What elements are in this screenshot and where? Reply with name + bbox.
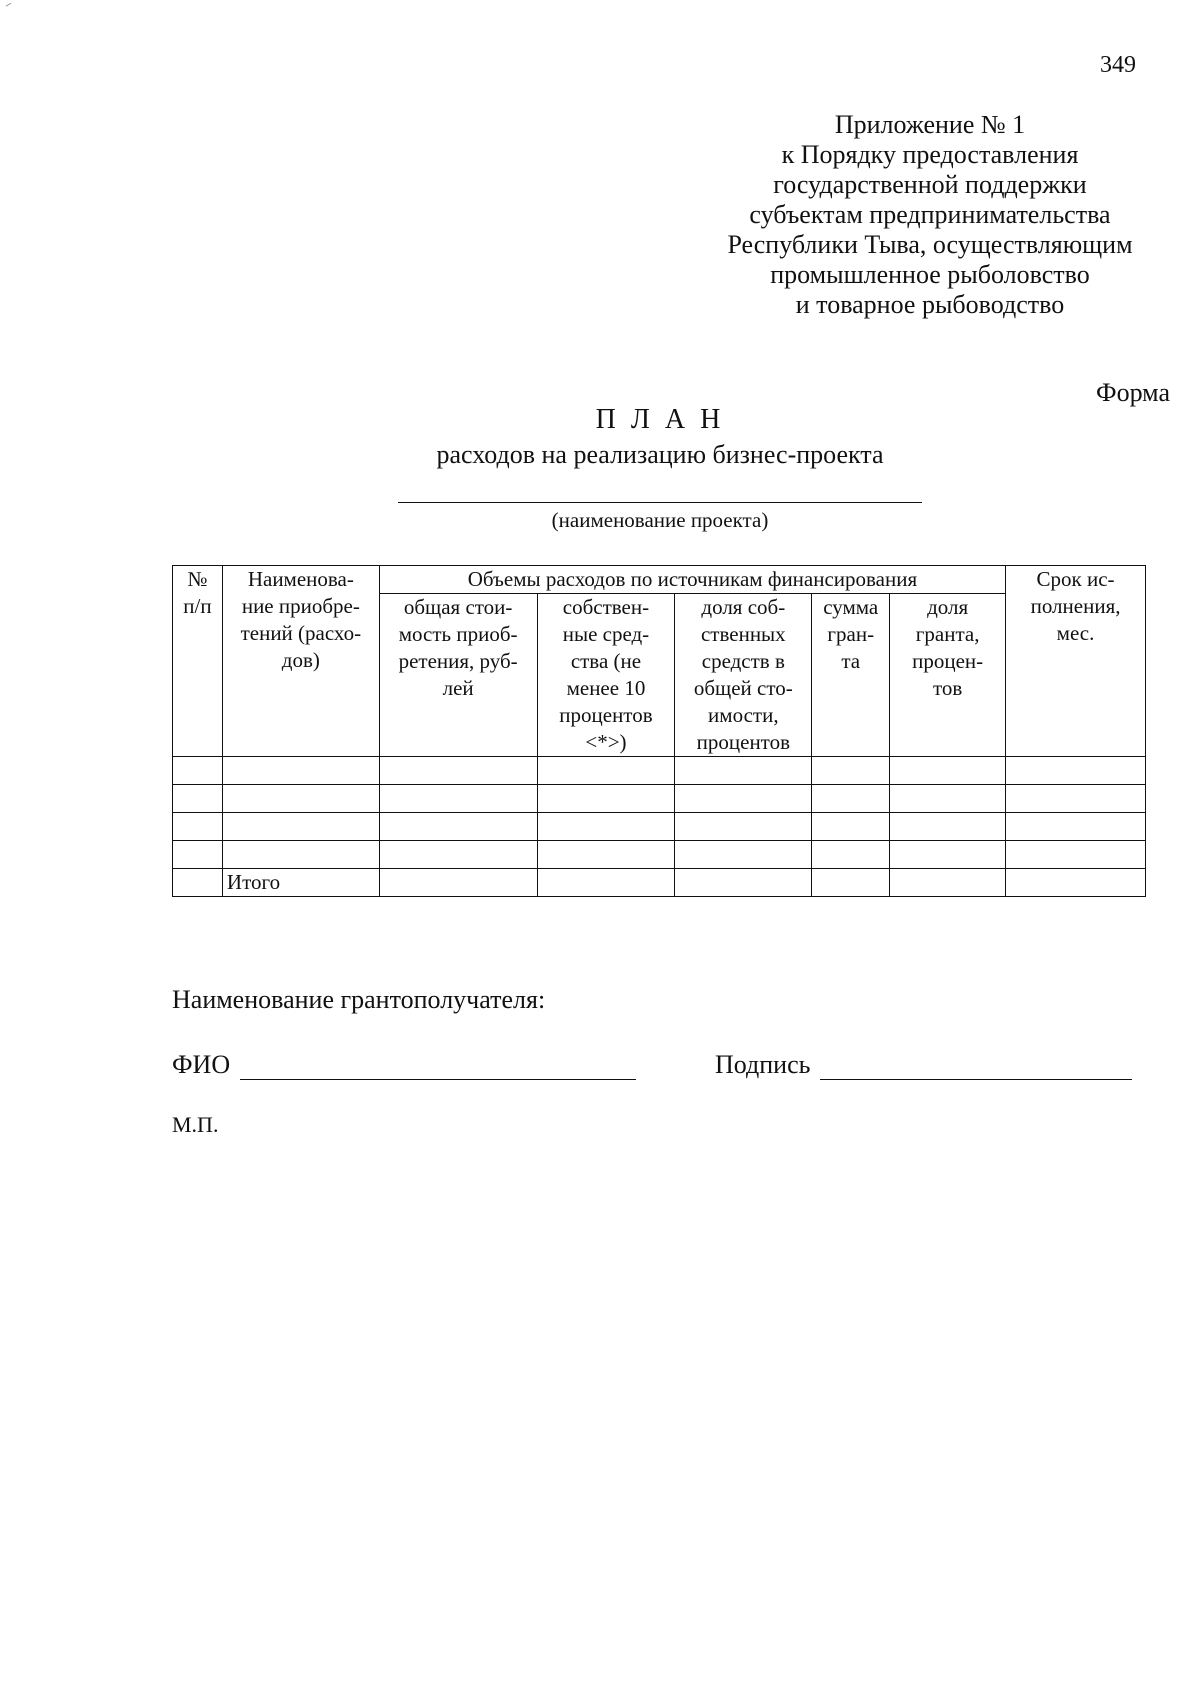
fio-row <box>172 1050 636 1080</box>
table-cell[interactable] <box>675 869 812 897</box>
appendix-line: и товарное рыбоводство <box>795 290 1065 319</box>
header-text: имости, <box>708 703 779 727</box>
table-cell[interactable] <box>379 757 537 785</box>
table-cell[interactable] <box>675 785 812 813</box>
stamp-label: М.П. <box>172 1112 219 1137</box>
header-text: Наименова- <box>247 567 354 591</box>
plan-title: П Л А Н <box>595 404 725 435</box>
table-cell[interactable] <box>812 869 890 897</box>
project-name-field[interactable] <box>398 502 922 503</box>
table-cell[interactable] <box>222 785 379 813</box>
header-text: п/п <box>183 594 212 618</box>
header-name <box>222 566 379 757</box>
header-text: гран- <box>827 622 875 646</box>
header-text: доля <box>927 595 969 619</box>
table-cell[interactable] <box>1006 841 1146 869</box>
table-cell[interactable] <box>812 785 890 813</box>
table-cell[interactable] <box>379 785 537 813</box>
table-cell[interactable] <box>890 869 1006 897</box>
header-text: менее 10 <box>566 676 646 700</box>
appendix-line: Приложение № 1 <box>834 110 1026 139</box>
table-row <box>173 841 1146 869</box>
header-text: мость приоб- <box>398 622 518 646</box>
table-cell[interactable] <box>1006 785 1146 813</box>
table-cell[interactable] <box>173 869 223 897</box>
header-text: ственных <box>700 622 786 646</box>
total-label: Итого <box>222 869 379 897</box>
table-cell[interactable] <box>537 841 675 869</box>
table-cell[interactable] <box>173 785 223 813</box>
scan-mark <box>6 3 13 9</box>
header-text: мес. <box>1056 621 1095 645</box>
header-text: <*>) <box>585 730 627 754</box>
table-cell[interactable] <box>812 813 890 841</box>
header-text: лей <box>442 676 474 700</box>
table-row <box>173 757 1146 785</box>
header-text: № <box>187 567 208 591</box>
table-cell[interactable] <box>173 841 223 869</box>
header-grant-share <box>890 594 1006 757</box>
table-row <box>173 785 1146 813</box>
signature-row <box>715 1050 1132 1080</box>
table-cell[interactable] <box>675 841 812 869</box>
table-cell[interactable] <box>890 757 1006 785</box>
header-text: та <box>841 649 861 673</box>
table-cell[interactable] <box>537 813 675 841</box>
header-text: процен- <box>912 649 984 673</box>
table-cell[interactable] <box>222 813 379 841</box>
header-num <box>173 566 223 757</box>
signature-field[interactable] <box>820 1053 1132 1080</box>
appendix-line: к Порядку предоставления <box>781 140 1079 169</box>
header-text: дов) <box>281 648 320 672</box>
table-cell[interactable] <box>1006 869 1146 897</box>
table-cell[interactable] <box>812 841 890 869</box>
table-cell[interactable] <box>222 841 379 869</box>
header-text: ние приобре- <box>241 594 360 618</box>
header-text: Срок ис- <box>1036 567 1115 591</box>
project-name-caption: (наименование проекта) <box>551 508 769 532</box>
table-cell[interactable] <box>379 841 537 869</box>
table-cell[interactable] <box>812 757 890 785</box>
header-deadline <box>1006 566 1146 757</box>
signature-label: Подпись <box>715 1050 811 1079</box>
table-cell[interactable] <box>173 757 223 785</box>
header-text: общая стои- <box>403 595 513 619</box>
header-text: доля соб- <box>701 595 786 619</box>
header-text: сумма <box>823 595 879 619</box>
header-text: тений (расхо- <box>240 621 362 645</box>
table-cell[interactable] <box>675 813 812 841</box>
header-text: полнения, <box>1030 594 1121 618</box>
fio-label: ФИО <box>172 1050 231 1079</box>
header-text: процентов <box>559 703 653 727</box>
table-cell[interactable] <box>890 785 1006 813</box>
table-cell[interactable] <box>379 869 537 897</box>
table-cell[interactable] <box>537 785 675 813</box>
header-text: гранта, <box>915 622 980 646</box>
table-row <box>173 813 1146 841</box>
table-cell[interactable] <box>675 757 812 785</box>
table-cell[interactable] <box>1006 813 1146 841</box>
header-text: ретения, руб- <box>398 649 518 673</box>
table-header-row <box>173 566 1146 594</box>
table-cell[interactable] <box>537 757 675 785</box>
table-cell[interactable] <box>173 813 223 841</box>
appendix-header <box>680 110 1180 320</box>
appendix-line: государственной поддержки <box>773 170 1087 199</box>
header-text: общей сто- <box>693 676 793 700</box>
table-cell[interactable] <box>537 869 675 897</box>
header-text: собствен- <box>562 595 650 619</box>
header-grant-sum <box>812 594 890 757</box>
table-cell[interactable] <box>222 757 379 785</box>
fio-field[interactable] <box>240 1053 636 1080</box>
header-total-cost <box>379 594 537 757</box>
header-funding-group: Объемы расходов по источникам финансирования <box>379 566 1005 594</box>
header-own-funds <box>537 594 675 757</box>
appendix-line: субъектам предпринимательства <box>749 200 1111 229</box>
header-text: тов <box>932 676 963 700</box>
header-own-share <box>675 594 812 757</box>
header-text: средств в <box>701 649 785 673</box>
appendix-line: Республики Тыва, осуществляющим <box>727 230 1133 259</box>
table-cell[interactable] <box>1006 757 1146 785</box>
page-number: 349 <box>1100 52 1136 78</box>
grantee-label: Наименование грантополучателя: <box>172 985 546 1014</box>
table-cell[interactable] <box>890 841 1006 869</box>
appendix-line: промышленное рыболовство <box>770 260 1090 289</box>
header-text: ства (не <box>570 649 642 673</box>
header-text: ные сред- <box>562 622 650 646</box>
expense-plan-table <box>172 565 1146 897</box>
header-text: процентов <box>696 730 790 754</box>
table-total-row <box>173 869 1146 897</box>
table-cell[interactable] <box>379 813 537 841</box>
plan-subtitle: расходов на реализацию бизнес-проекта <box>436 440 884 469</box>
form-label: Форма <box>1096 378 1170 407</box>
table-cell[interactable] <box>890 813 1006 841</box>
